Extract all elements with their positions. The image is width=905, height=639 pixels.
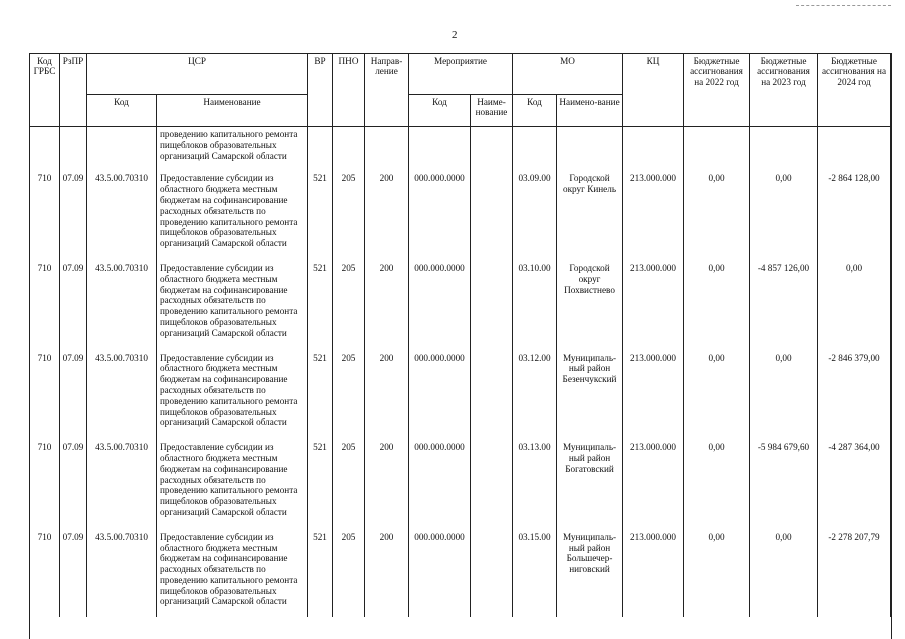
cell-csr-kod: 43.5.00.70310 bbox=[87, 528, 157, 618]
cell-budget-2023: 0,00 bbox=[750, 528, 818, 618]
cell-mo-name: Городской округ Похвистнево bbox=[557, 259, 623, 349]
cell-mo-kod: 03.15.00 bbox=[513, 528, 557, 618]
cell-rzpr: 07.09 bbox=[60, 259, 87, 349]
cell-rzpr: 07.09 bbox=[60, 349, 87, 439]
cell-meropr-name bbox=[471, 349, 513, 439]
cell-kc: 213.000.000 bbox=[623, 438, 684, 528]
cell-kc: 213.000.000 bbox=[623, 528, 684, 618]
header-meropriyatie: Мероприятие bbox=[409, 54, 513, 95]
cell-budget-2023: -5 984 679,60 bbox=[750, 438, 818, 528]
cell-kc: 213.000.000 bbox=[623, 259, 684, 349]
cell-csr-kod: 43.5.00.70310 bbox=[87, 169, 157, 259]
cell-vr: 521 bbox=[308, 528, 333, 618]
header-mo: МО bbox=[513, 54, 623, 95]
cell-budget-2024: -4 287 364,00 bbox=[818, 438, 891, 528]
cell-csr-name: Предоставление субсидии из областного бюджета местным бюджетам на софинансирование расходных обязательств по проведению капитального ремонта пищеблоков образовательных организаций Самарской области bbox=[157, 528, 308, 618]
page-number: 2 bbox=[452, 29, 458, 41]
cell-mo-name: Муниципаль- ный район Безенчукский bbox=[557, 349, 623, 439]
cell-grbs: 710 bbox=[30, 169, 60, 259]
cell-grbs: 710 bbox=[30, 438, 60, 528]
cell-mo-name: Муниципаль- ный район Богатовский bbox=[557, 438, 623, 528]
cell-meropr-name bbox=[471, 438, 513, 528]
scan-mark bbox=[796, 5, 891, 7]
cell-vr: 521 bbox=[308, 169, 333, 259]
cell-budget-2023: 0,00 bbox=[750, 169, 818, 259]
header-vr: ВР bbox=[308, 54, 333, 127]
cell-csr-name: Предоставление субсидии из областного бюджета местным бюджетам на софинансирование расходных обязательств по проведению капитального ремонта пищеблоков образовательных организаций Самарской области bbox=[157, 349, 308, 439]
header-napravlenie: Направ-ление bbox=[365, 54, 409, 127]
cell-meropr-kod: 000.000.0000 bbox=[409, 169, 471, 259]
cell-budget-2024: -2 278 207,79 bbox=[818, 528, 891, 618]
header-csr-name: Наименование bbox=[157, 95, 308, 127]
cell-napr: 200 bbox=[365, 528, 409, 618]
cell-mo-name: Городской округ Кинель bbox=[557, 169, 623, 259]
cell-budget-2024: -2 846 379,00 bbox=[818, 349, 891, 439]
cell-pno: 205 bbox=[333, 528, 365, 618]
cell-rzpr: 07.09 bbox=[60, 528, 87, 618]
cell-pno: 205 bbox=[333, 259, 365, 349]
cell-meropr-kod: 000.000.0000 bbox=[409, 259, 471, 349]
cell-budget-2024: 0,00 bbox=[818, 259, 891, 349]
cell-meropr-name bbox=[471, 169, 513, 259]
cell-mo-kod: 03.13.00 bbox=[513, 438, 557, 528]
header-kod-grbs: Код ГРБС bbox=[30, 54, 60, 127]
cell-budget-2023: -4 857 126,00 bbox=[750, 259, 818, 349]
table-row-continuation bbox=[30, 127, 891, 170]
cell-csr-kod: 43.5.00.70310 bbox=[87, 259, 157, 349]
table-row bbox=[30, 169, 891, 259]
cell-budget-2022: 0,00 bbox=[684, 169, 750, 259]
table-row bbox=[30, 349, 891, 439]
cell-mo-kod: 03.10.00 bbox=[513, 259, 557, 349]
cell-vr: 521 bbox=[308, 259, 333, 349]
cell-rzpr: 07.09 bbox=[60, 169, 87, 259]
cell-budget-2022: 0,00 bbox=[684, 259, 750, 349]
cell-pno: 205 bbox=[333, 349, 365, 439]
cell-kc: 213.000.000 bbox=[623, 169, 684, 259]
header-rzpr: РзПР bbox=[60, 54, 87, 127]
cell-budget-2023: 0,00 bbox=[750, 349, 818, 439]
header-pno: ПНО bbox=[333, 54, 365, 127]
header-budget-2022: Бюджетные ассигнования на 2022 год bbox=[684, 54, 750, 127]
cell-csr-kod: 43.5.00.70310 bbox=[87, 438, 157, 528]
cell-csr-name: Предоставление субсидии из областного бюджета местным бюджетам на софинансирование расходных обязательств по проведению капитального ремонта пищеблоков образовательных организаций Самарской области bbox=[157, 169, 308, 259]
cell-pno: 205 bbox=[333, 438, 365, 528]
cell-mo-kod: 03.12.00 bbox=[513, 349, 557, 439]
cell-meropr-name bbox=[471, 528, 513, 618]
cell-meropr-name bbox=[471, 259, 513, 349]
cell-vr: 521 bbox=[308, 349, 333, 439]
cell-csr-kod: 43.5.00.70310 bbox=[87, 349, 157, 439]
header-mo-name: Наимено-вание bbox=[557, 95, 623, 127]
table-row bbox=[30, 438, 891, 528]
header-budget-2024: Бюджетные ассигнования на 2024 год bbox=[818, 54, 891, 127]
cell-csr-name: Предоставление субсидии из областного бюджета местным бюджетам на софинансирование расходных обязательств по проведению капитального ремонта пищеблоков образовательных организаций Самарской области bbox=[157, 438, 308, 528]
cell-grbs: 710 bbox=[30, 349, 60, 439]
cell-napr: 200 bbox=[365, 259, 409, 349]
cell-grbs: 710 bbox=[30, 528, 60, 618]
cell-csr-name: Предоставление субсидии из областного бюджета местным бюджетам на софинансирование расходных обязательств по проведению капитального ремонта пищеблоков образовательных организаций Самарской области bbox=[157, 259, 308, 349]
cell-meropr-kod: 000.000.0000 bbox=[409, 349, 471, 439]
cell-mo-name: Муниципаль- ный район Большечер- ниговский bbox=[557, 528, 623, 618]
header-mo-kod: Код bbox=[513, 95, 557, 127]
header-csr-kod: Код bbox=[87, 95, 157, 127]
continuation-description: проведению капитального ремонта пищеблоков образовательных организаций Самарской области bbox=[157, 127, 308, 170]
cell-grbs: 710 bbox=[30, 259, 60, 349]
cell-meropr-kod: 000.000.0000 bbox=[409, 438, 471, 528]
header-kc: КЦ bbox=[623, 54, 684, 127]
cell-mo-kod: 03.09.00 bbox=[513, 169, 557, 259]
cell-napr: 200 bbox=[365, 349, 409, 439]
budget-table bbox=[29, 53, 891, 617]
cell-pno: 205 bbox=[333, 169, 365, 259]
table-row bbox=[30, 259, 891, 349]
cell-kc: 213.000.000 bbox=[623, 349, 684, 439]
header-budget-2023: Бюджетные ассигнования на 2023 год bbox=[750, 54, 818, 127]
header-meropr-name: Наиме-нование bbox=[471, 95, 513, 127]
cell-meropr-kod: 000.000.0000 bbox=[409, 528, 471, 618]
header-csr: ЦСР bbox=[87, 54, 308, 95]
cell-rzpr: 07.09 bbox=[60, 438, 87, 528]
cell-budget-2022: 0,00 bbox=[684, 349, 750, 439]
cell-budget-2022: 0,00 bbox=[684, 528, 750, 618]
cell-napr: 200 bbox=[365, 169, 409, 259]
cell-budget-2024: -2 864 128,00 bbox=[818, 169, 891, 259]
table-row bbox=[30, 528, 891, 618]
cell-napr: 200 bbox=[365, 438, 409, 528]
cell-budget-2022: 0,00 bbox=[684, 438, 750, 528]
header-meropr-kod: Код bbox=[409, 95, 471, 127]
cell-vr: 521 bbox=[308, 438, 333, 528]
